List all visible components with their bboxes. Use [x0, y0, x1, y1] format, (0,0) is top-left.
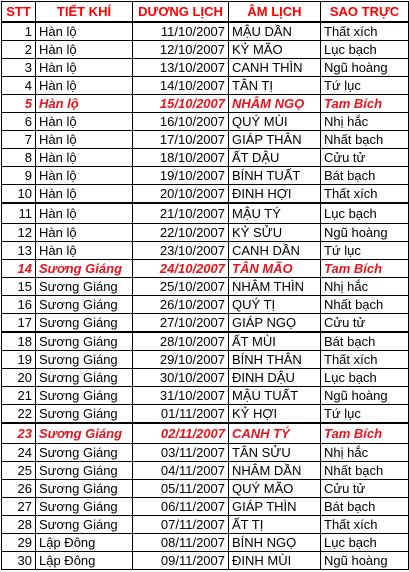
cell-am-lich: BÍNH THÂN: [229, 351, 321, 369]
cell-am-lich: KỶ SỬU: [229, 224, 321, 242]
cell-stt: 1: [2, 22, 36, 41]
cell-stt: 8: [2, 149, 36, 167]
table-row: [2, 534, 409, 552]
calendar-sheet: [1, 1, 408, 570]
cell-tiet-khi: Sương Giáng: [36, 516, 133, 534]
cell-sao-truc: Thất xích: [321, 22, 409, 41]
cell-stt: 7: [2, 131, 36, 149]
cell-am-lich: TÂN SỬU: [229, 444, 321, 462]
cell-am-lich: GIÁP THÂN: [229, 131, 321, 149]
cell-sao-truc: Lục bạch: [321, 203, 409, 224]
cell-duong-lich: 14/10/2007: [133, 77, 229, 95]
cell-sao-truc: Lục bạch: [321, 534, 409, 552]
table-row: [2, 22, 409, 41]
cell-stt: 21: [2, 387, 36, 405]
cell-sao-truc: Nhị hắc: [321, 444, 409, 462]
cell-sao-truc: Lục bạch: [321, 41, 409, 59]
cell-tiet-khi: Hàn lộ: [36, 203, 133, 224]
table-row: [2, 296, 409, 314]
cell-am-lich: ẤT TỊ: [229, 516, 321, 534]
cell-stt: 3: [2, 59, 36, 77]
cell-stt: 9: [2, 167, 36, 185]
cell-duong-lich: 21/10/2007: [133, 203, 229, 224]
cell-sao-truc: Ngũ hoàng: [321, 387, 409, 405]
cell-sao-truc: Nhất bạch: [321, 462, 409, 480]
cell-duong-lich: 07/11/2007: [133, 516, 229, 534]
cell-tiet-khi: Sương Giáng: [36, 423, 133, 444]
cell-sao-truc: Tam Bích: [321, 260, 409, 278]
cell-am-lich: CANH TÝ: [229, 423, 321, 444]
table-body: [2, 22, 409, 570]
table-row: [2, 369, 409, 387]
table-row: [2, 278, 409, 296]
cell-tiet-khi: Hàn lộ: [36, 22, 133, 41]
cell-tiet-khi: Sương Giáng: [36, 260, 133, 278]
cell-am-lich: NHÂM NGỌ: [229, 95, 321, 113]
cell-tiet-khi: Hàn lộ: [36, 41, 133, 59]
cell-duong-lich: 29/10/2007: [133, 351, 229, 369]
cell-am-lich: KỶ MÃO: [229, 41, 321, 59]
table-row: [2, 516, 409, 534]
cell-duong-lich: 18/10/2007: [133, 149, 229, 167]
table-row: [2, 351, 409, 369]
table-row: [2, 462, 409, 480]
cell-duong-lich: 04/11/2007: [133, 462, 229, 480]
cell-sao-truc: Cửu tử: [321, 149, 409, 167]
cell-duong-lich: 15/10/2007: [133, 95, 229, 113]
table-row: [2, 387, 409, 405]
cell-stt: 16: [2, 296, 36, 314]
cell-stt: 22: [2, 405, 36, 424]
cell-sao-truc: Tam Bích: [321, 95, 409, 113]
cell-sao-truc: Tứ lục: [321, 77, 409, 95]
cell-am-lich: GIÁP THÌN: [229, 498, 321, 516]
cell-tiet-khi: Sương Giáng: [36, 498, 133, 516]
cell-duong-lich: 05/11/2007: [133, 480, 229, 498]
cell-stt: 10: [2, 185, 36, 204]
table-row: [2, 95, 409, 113]
cell-tiet-khi: Sương Giáng: [36, 296, 133, 314]
cell-tiet-khi: Sương Giáng: [36, 480, 133, 498]
table-row: [2, 552, 409, 570]
cell-tiet-khi: Hàn lộ: [36, 149, 133, 167]
cell-stt: 5: [2, 95, 36, 113]
cell-sao-truc: Thất xích: [321, 351, 409, 369]
table-row: [2, 260, 409, 278]
cell-sao-truc: Nhất bạch: [321, 296, 409, 314]
calendar-table: [1, 1, 409, 570]
cell-tiet-khi: Sương Giáng: [36, 462, 133, 480]
cell-sao-truc: Ngũ hoàng: [321, 552, 409, 570]
header-duong-lich: DƯƠNG LỊCH: [133, 2, 229, 23]
table-row: [2, 59, 409, 77]
cell-sao-truc: Nhất bạch: [321, 131, 409, 149]
cell-stt: 27: [2, 498, 36, 516]
cell-sao-truc: Nhị hắc: [321, 113, 409, 131]
cell-tiet-khi: Hàn lộ: [36, 224, 133, 242]
cell-sao-truc: Ngũ hoàng: [321, 224, 409, 242]
table-row: [2, 131, 409, 149]
cell-stt: 15: [2, 278, 36, 296]
cell-sao-truc: Lục bạch: [321, 369, 409, 387]
cell-stt: 2: [2, 41, 36, 59]
cell-am-lich: ĐINH MÙI: [229, 552, 321, 570]
cell-tiet-khi: Hàn lộ: [36, 185, 133, 204]
cell-stt: 17: [2, 314, 36, 333]
cell-duong-lich: 19/10/2007: [133, 167, 229, 185]
cell-stt: 19: [2, 351, 36, 369]
cell-am-lich: MẬU DẦN: [229, 22, 321, 41]
cell-am-lich: CANH THÌN: [229, 59, 321, 77]
cell-am-lich: BÍNH TUẤT: [229, 167, 321, 185]
cell-tiet-khi: Sương Giáng: [36, 369, 133, 387]
cell-am-lich: ẤT DẬU: [229, 149, 321, 167]
table-row: [2, 498, 409, 516]
cell-sao-truc: Thất xích: [321, 185, 409, 204]
cell-duong-lich: 27/10/2007: [133, 314, 229, 333]
table-row: [2, 314, 409, 333]
cell-stt: 18: [2, 332, 36, 351]
cell-stt: 13: [2, 242, 36, 260]
cell-duong-lich: 06/11/2007: [133, 498, 229, 516]
cell-duong-lich: 23/10/2007: [133, 242, 229, 260]
cell-sao-truc: Tứ lục: [321, 405, 409, 424]
cell-tiet-khi: Sương Giáng: [36, 387, 133, 405]
cell-duong-lich: 01/11/2007: [133, 405, 229, 424]
cell-stt: 12: [2, 224, 36, 242]
header-am-lich: ÂM LỊCH: [229, 2, 321, 23]
table-row: [2, 224, 409, 242]
cell-am-lich: TÂN MÃO: [229, 260, 321, 278]
header-tiet-khi: TIẾT KHÍ: [36, 2, 133, 23]
table-row: [2, 113, 409, 131]
cell-stt: 26: [2, 480, 36, 498]
cell-stt: 6: [2, 113, 36, 131]
cell-duong-lich: 13/10/2007: [133, 59, 229, 77]
table-row: [2, 167, 409, 185]
cell-duong-lich: 26/10/2007: [133, 296, 229, 314]
cell-am-lich: QUÝ MÃO: [229, 480, 321, 498]
cell-sao-truc: Bát bạch: [321, 167, 409, 185]
cell-am-lich: KỶ HỢI: [229, 405, 321, 424]
cell-stt: 23: [2, 423, 36, 444]
cell-duong-lich: 03/11/2007: [133, 444, 229, 462]
cell-stt: 28: [2, 516, 36, 534]
table-row: [2, 185, 409, 204]
table-row: [2, 332, 409, 351]
header-stt: STT: [2, 2, 36, 23]
cell-am-lich: ĐINH DẬU: [229, 369, 321, 387]
header-sao-truc: SAO TRỰC: [321, 2, 409, 23]
table-header: [2, 2, 409, 23]
cell-tiet-khi: Sương Giáng: [36, 332, 133, 351]
cell-sao-truc: Cửu tử: [321, 480, 409, 498]
cell-duong-lich: 31/10/2007: [133, 387, 229, 405]
cell-tiet-khi: Hàn lộ: [36, 77, 133, 95]
cell-stt: 20: [2, 369, 36, 387]
cell-stt: 24: [2, 444, 36, 462]
cell-am-lich: GIÁP NGỌ: [229, 314, 321, 333]
cell-tiet-khi: Sương Giáng: [36, 278, 133, 296]
cell-duong-lich: 20/10/2007: [133, 185, 229, 204]
cell-tiet-khi: Hàn lộ: [36, 113, 133, 131]
cell-tiet-khi: Hàn lộ: [36, 242, 133, 260]
cell-tiet-khi: Lập Đông: [36, 534, 133, 552]
cell-am-lich: MẬU TUẤT: [229, 387, 321, 405]
table-row: [2, 149, 409, 167]
cell-duong-lich: 11/10/2007: [133, 22, 229, 41]
cell-am-lich: CANH DẦN: [229, 242, 321, 260]
cell-duong-lich: 22/10/2007: [133, 224, 229, 242]
cell-tiet-khi: Sương Giáng: [36, 314, 133, 333]
cell-am-lich: NHÂM DẦN: [229, 462, 321, 480]
cell-duong-lich: 12/10/2007: [133, 41, 229, 59]
table-row: [2, 203, 409, 224]
cell-stt: 29: [2, 534, 36, 552]
cell-am-lich: ĐINH HỢI: [229, 185, 321, 204]
cell-stt: 4: [2, 77, 36, 95]
cell-duong-lich: 08/11/2007: [133, 534, 229, 552]
table-row: [2, 405, 409, 424]
cell-duong-lich: 25/10/2007: [133, 278, 229, 296]
header-row: [2, 2, 409, 23]
table-row: [2, 480, 409, 498]
cell-tiet-khi: Hàn lộ: [36, 95, 133, 113]
cell-tiet-khi: Sương Giáng: [36, 444, 133, 462]
cell-duong-lich: 28/10/2007: [133, 332, 229, 351]
cell-am-lich: QUÝ TỊ: [229, 296, 321, 314]
cell-duong-lich: 30/10/2007: [133, 369, 229, 387]
cell-am-lich: QUÝ MÙI: [229, 113, 321, 131]
cell-duong-lich: 24/10/2007: [133, 260, 229, 278]
cell-am-lich: BÍNH NGỌ: [229, 534, 321, 552]
cell-tiet-khi: Hàn lộ: [36, 167, 133, 185]
cell-tiet-khi: Lập Đông: [36, 552, 133, 570]
cell-tiet-khi: Sương Giáng: [36, 405, 133, 424]
cell-am-lich: ẤT MÙI: [229, 332, 321, 351]
cell-sao-truc: Bát bạch: [321, 498, 409, 516]
cell-am-lich: MẬU TÝ: [229, 203, 321, 224]
cell-stt: 11: [2, 203, 36, 224]
cell-sao-truc: Tam Bích: [321, 423, 409, 444]
table-row: [2, 41, 409, 59]
table-row: [2, 423, 409, 444]
cell-stt: 30: [2, 552, 36, 570]
cell-duong-lich: 02/11/2007: [133, 423, 229, 444]
cell-sao-truc: Thất xích: [321, 516, 409, 534]
cell-tiet-khi: Sương Giáng: [36, 351, 133, 369]
cell-duong-lich: 17/10/2007: [133, 131, 229, 149]
cell-am-lich: TÂN TỊ: [229, 77, 321, 95]
cell-duong-lich: 16/10/2007: [133, 113, 229, 131]
cell-sao-truc: Ngũ hoàng: [321, 59, 409, 77]
cell-sao-truc: Nhị hắc: [321, 278, 409, 296]
cell-duong-lich: 09/11/2007: [133, 552, 229, 570]
cell-sao-truc: Cửu tử: [321, 314, 409, 333]
cell-am-lich: NHÂM THÌN: [229, 278, 321, 296]
cell-tiet-khi: Hàn lộ: [36, 131, 133, 149]
cell-sao-truc: Bát bạch: [321, 332, 409, 351]
table-row: [2, 444, 409, 462]
cell-stt: 25: [2, 462, 36, 480]
table-row: [2, 77, 409, 95]
cell-tiet-khi: Hàn lộ: [36, 59, 133, 77]
cell-sao-truc: Tứ lục: [321, 242, 409, 260]
table-row: [2, 242, 409, 260]
cell-stt: 14: [2, 260, 36, 278]
